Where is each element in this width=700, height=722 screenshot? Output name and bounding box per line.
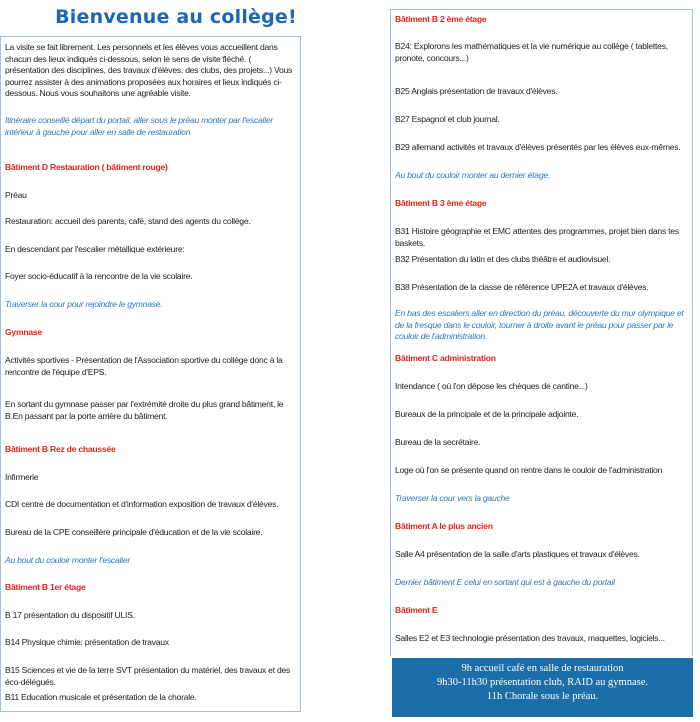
intro-text: La visite se fait librement. Les personnels et les élèves vous accueillent dans chacun des lieux indiqués ci-dessous, selon le sens de visite fléché. ( présentation des disciplines, des travaux d'élèves, des clubs, des projets...) Vous pourrez assister à des animations proposées aux horaires et lieux indiqués ci-dessous. Nous vous souhaitons une agréable visite. [5,42,293,99]
list-item: En descendant par l'escalier métallique extérieure: [5,244,185,254]
list-item: B 17 présentation du dispositif ULIS. [5,610,135,620]
section-heading-gymnase: Gymnase [5,327,42,337]
schedule-banner [392,658,693,717]
list-item: B38 Présentation de la classe de référence UPE2A et travaux d'élèves. [395,282,649,292]
section-heading-bat-a: Bâtiment A le plus ancien [395,521,493,531]
list-item: B24: Explorons les mathématiques et la vie numérique au collège ( tablettes, pronote, concours...) [395,41,668,63]
schedule-line: 11h Chorale sous le préau. [486,690,599,702]
list-item: B31 Histoire géographie et EMC attentes des programmes, projet bien dans tes baskets. [395,226,679,248]
list-item: Activités sportives - Présentation de l'Association sportive du collège donc à la rencontre de l'équipe d'EPS. [5,355,283,377]
list-item: B25 Anglais présentation de travaux d'élèves. [395,86,558,96]
section-heading-bat-b-rdc: Bâtiment B Rez de chaussée [5,444,116,454]
list-item: B27 Espagnol et club journal. [395,114,500,124]
list-item: B15 Sciences et vie de la terre SVT présentation du matériel, des travaux et des éco-délégués. [5,665,291,687]
itinerary-note: Itinéraire conseillé départ du portail, aller sous le préau monter par l'escalier intérieur à gauche pour aller en salle de restauration [5,115,273,137]
section-heading-bat-c: Bâtiment C administration [395,353,496,363]
list-item: Salles E2 et E3 technologie présentation des travaux, maquettes, logiciels... [395,633,665,643]
section-heading-bat-e: Bâtiment E [395,605,438,615]
schedule-line: 9h30-11h30 présentation club, RAID au gymnase. [436,676,649,688]
section-heading-bat-b-2: Bâtiment B 2 ème étage [395,14,487,24]
right-panel [390,9,693,656]
list-item: Salle A4 présentation de la salle d'arts plastiques et travaux d'élèves. [395,549,640,559]
list-item: Intendance ( où l'on dépose les chèques de cantine...) [395,381,588,391]
list-item: CDI centre de documentation et d'information exposition de travaux d'élèves. [5,499,279,509]
direction-note: En bas des escaliers aller en direction du préau, découverte du mur olympique et de la fresque dans le couloir, tourner à droite avant le préau pour passer par le couloir de l'administration. [395,308,684,342]
list-item: Bureaux de la principale et de la principale adjointe. [395,409,579,419]
list-item: B32 Présentation du latin et des clubs théâtre et audiovisuel. [395,254,611,264]
direction-note: Traverser la cour vers la gauche [395,493,510,503]
section-heading-bat-b-1: Bâtiment B 1er étage [5,582,86,592]
direction-note: Au bout du couloir monter au dernier étage. [395,170,551,180]
list-item: Restauration: accueil des parents, café, stand des agents du collège. [5,216,251,226]
list-item: Préau [5,190,27,200]
section-heading-bat-b-3: Bâtiment B 3 ème étage [395,198,487,208]
list-item: Infirmerie [5,472,39,482]
list-item: Bureau de la CPE conseillère principale d'éducation et de la vie scolaire. [5,527,263,537]
direction-note: Au bout du couloir monter l'escalier [5,555,130,565]
page-title: Bienvenue au collège! [55,6,297,28]
list-item: Foyer socio-éducatif à la rencontre de la vie scolaire. [5,271,193,281]
section-heading-bat-d: Bâtiment D Restauration ( bâtiment rouge) [5,162,168,172]
schedule-line: 9h accueil café en salle de restauration [461,663,624,674]
list-item: En sortant du gymnase passer par l'extrémité droite du plus grand bâtiment, le B.En passant par la porte arrière du bâtiment. [5,399,284,421]
left-panel [0,36,301,712]
list-item: Bureau de la secrétaire. [395,437,481,447]
list-item: B14 Physique chimie: présentation de travaux [5,637,169,647]
direction-note: Dernier bâtiment E celui en sortant qui est à gauche du portail [395,577,615,587]
list-item: B11 Education musicale et présentation de la chorale. [5,692,197,702]
list-item: Loge où l'on se présente quand on rentre dans le couloir de l'administration [395,465,663,475]
list-item: B29 allemand activités et travaux d'élèves présentés par les élèves eux-mêmes. [395,142,681,152]
direction-note: Traverser la cour pour rejoindre le gymnase. [5,299,163,309]
